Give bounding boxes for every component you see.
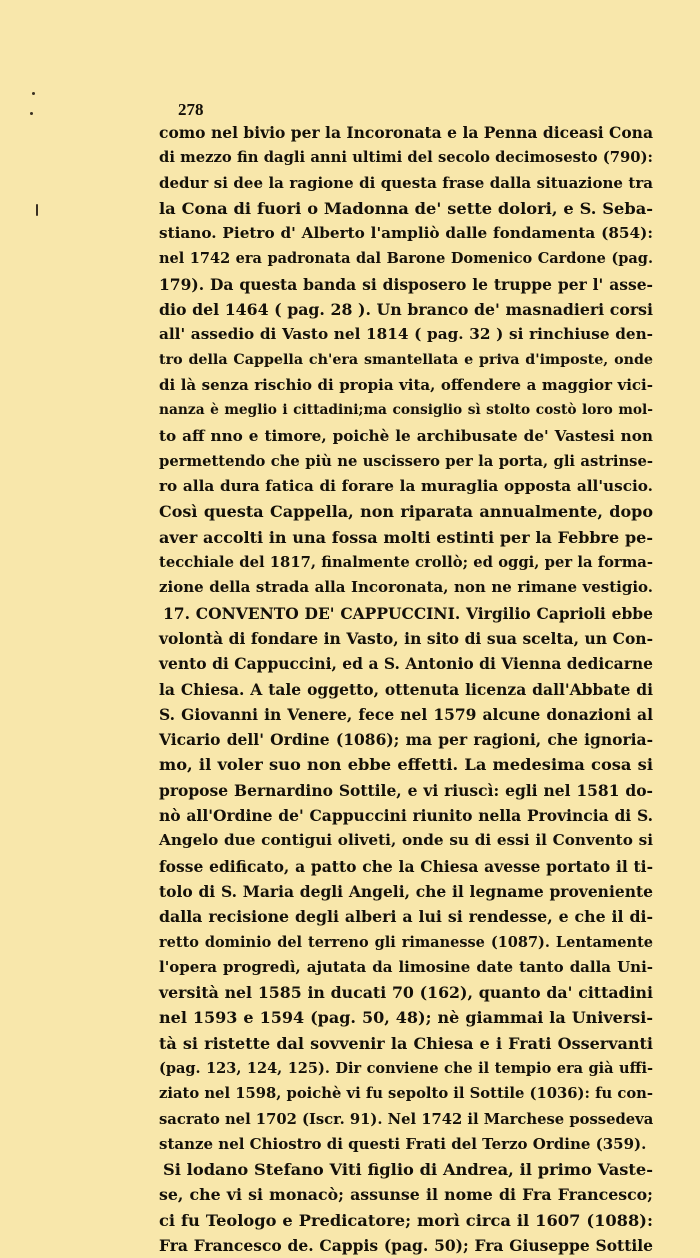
- text-line: nel 1742 era padronata dal Barone Domenico Cardone (pag.: [159, 250, 653, 268]
- text-line: la Cona di fuori o Madonna de' sette dolori, e S. Seba-: [159, 198, 653, 218]
- text-line: stiano. Pietro d' Alberto l'ampliò dalle fondamenta (854):: [159, 224, 653, 243]
- text-line: di là senza rischio di propia vita, offendere a maggior vici-: [159, 375, 653, 394]
- text-line: versità nel 1585 in ducati 70 (162), quanto da' cittadini: [159, 983, 653, 1003]
- text-line: zione della strada alla Incoronata, non ne rimane vestigio.: [159, 578, 653, 597]
- text-line: propose Bernardino Sottile, e vi riuscì: egli nel 1581 do-: [159, 780, 653, 800]
- text-line: ro alla dura fatica di forare la muraglia opposta all'uscio.: [159, 477, 653, 496]
- text-line: nò all'Ordine de' Cappuccini riunito nella Provincia di S.: [159, 806, 653, 826]
- text-line: di mezzo fin dagli anni ultimi del secolo decimosesto (790):: [159, 149, 653, 167]
- text-line: se, che vi si monacò; assunse il nome di Fra Francesco;: [159, 1185, 653, 1205]
- text-line: tolo di S. Maria degli Angeli, che il legname proveniente: [159, 881, 653, 901]
- text-line: ci fu Teologo e Predicatore; morì circa il 1607 (1088):: [159, 1210, 653, 1230]
- text-line: tro della Cappella ch'era smantellata e priva d'imposte, onde: [159, 351, 653, 368]
- body-text: [159, 120, 653, 1258]
- text-line: mo, il voler suo non ebbe effetti. La medesima cosa si: [159, 755, 653, 775]
- text-line: permettendo che più ne uscissero per la porta, gli astrinse-: [159, 452, 653, 470]
- text-line: dalla recisione degli alberi a lui si rendesse, e che il di-: [159, 907, 653, 927]
- text-line: stanze nel Chiostro di questi Frati del Terzo Ordine (359).: [159, 1134, 647, 1153]
- margin-speck: [30, 112, 33, 115]
- text-line: to aff nno e timore, poichè le archibusate de' Vastesi non: [159, 426, 653, 445]
- text-line: (pag. 123, 124, 125). Dir conviene che il tempio era già uffi-: [159, 1059, 653, 1077]
- text-line: l'opera progredì, ajutata da limosine date tanto dalla Uni-: [159, 957, 653, 976]
- text-line: 179). Da questa banda si disposero le truppe per l' asse-: [159, 274, 653, 294]
- text-line: ziato nel 1598, poichè vi fu sepolto il Sottile (1036): fu con-: [159, 1085, 653, 1103]
- text-line: tà si ristette dal sovvenir la Chiesa e i Frati Osservanti: [159, 1033, 653, 1053]
- text-line: nanza è meglio i cittadini;ma consiglio sì stolto costò loro mol-: [159, 402, 653, 419]
- text-line: S. Giovanni in Venere, fece nel 1579 alcune donazioni al: [159, 704, 653, 724]
- text-line: sacrato nel 1702 (Iscr. 91). Nel 1742 il Marchese possedeva: [159, 1110, 654, 1128]
- text-line: Così questa Cappella, non riparata annualmente, dopo: [159, 502, 653, 522]
- text-line: volontà di fondare in Vasto, in sito di sua scelta, un Con-: [159, 628, 653, 648]
- text-line: dedur si dee la ragione di questa frase dalla situazione tra: [159, 173, 653, 192]
- text-line: tecchiale del 1817, finalmente crollò; ed oggi, per la forma-: [159, 554, 653, 572]
- text-line: aver accolti in una fossa molti estinti per la Febbre pe-: [159, 527, 653, 547]
- text-line: vento di Cappuccini, ed a S. Antonio di Vienna dedicarne: [159, 654, 653, 674]
- text-line: Si lodano Stefano Viti figlio di Andrea, il primo Vaste-: [163, 1160, 653, 1180]
- margin-speck: [32, 92, 35, 95]
- text-line: Vicario dell' Ordine (1086); ma per ragioni, che ignoria-: [159, 730, 653, 750]
- page-number: 278: [178, 100, 204, 119]
- text-line: dio del 1464 ( pag. 28 ). Un branco de' masnadieri corsi: [159, 300, 653, 320]
- text-line: Fra Francesco de. Cappis (pag. 50); Fra Giuseppe Sottile: [159, 1236, 653, 1256]
- text-line: all' assedio di Vasto nel 1814 ( pag. 32 ) si rinchiuse den-: [159, 325, 653, 344]
- margin-speck: [36, 204, 38, 216]
- text-line: como nel bivio per la Incoronata e la Penna diceasi Cona: [159, 123, 653, 142]
- section-heading-line: 17. CONVENTO DE' CAPPUCCINI. Virgilio Caprioli ebbe: [163, 603, 653, 623]
- text-line: fosse edificato, a patto che la Chiesa avesse portato il ti-: [159, 856, 653, 876]
- text-line: retto dominio del terreno gli rimanesse (1087). Lentamente: [159, 933, 653, 951]
- text-line: la Chiesa. A tale oggetto, ottenuta licenza dall'Abbate di: [159, 679, 653, 699]
- text-line: nel 1593 e 1594 (pag. 50, 48); nè giammai la Universi-: [159, 1008, 653, 1028]
- text-line: Angelo due contigui oliveti, onde su di essi il Convento si: [159, 831, 653, 850]
